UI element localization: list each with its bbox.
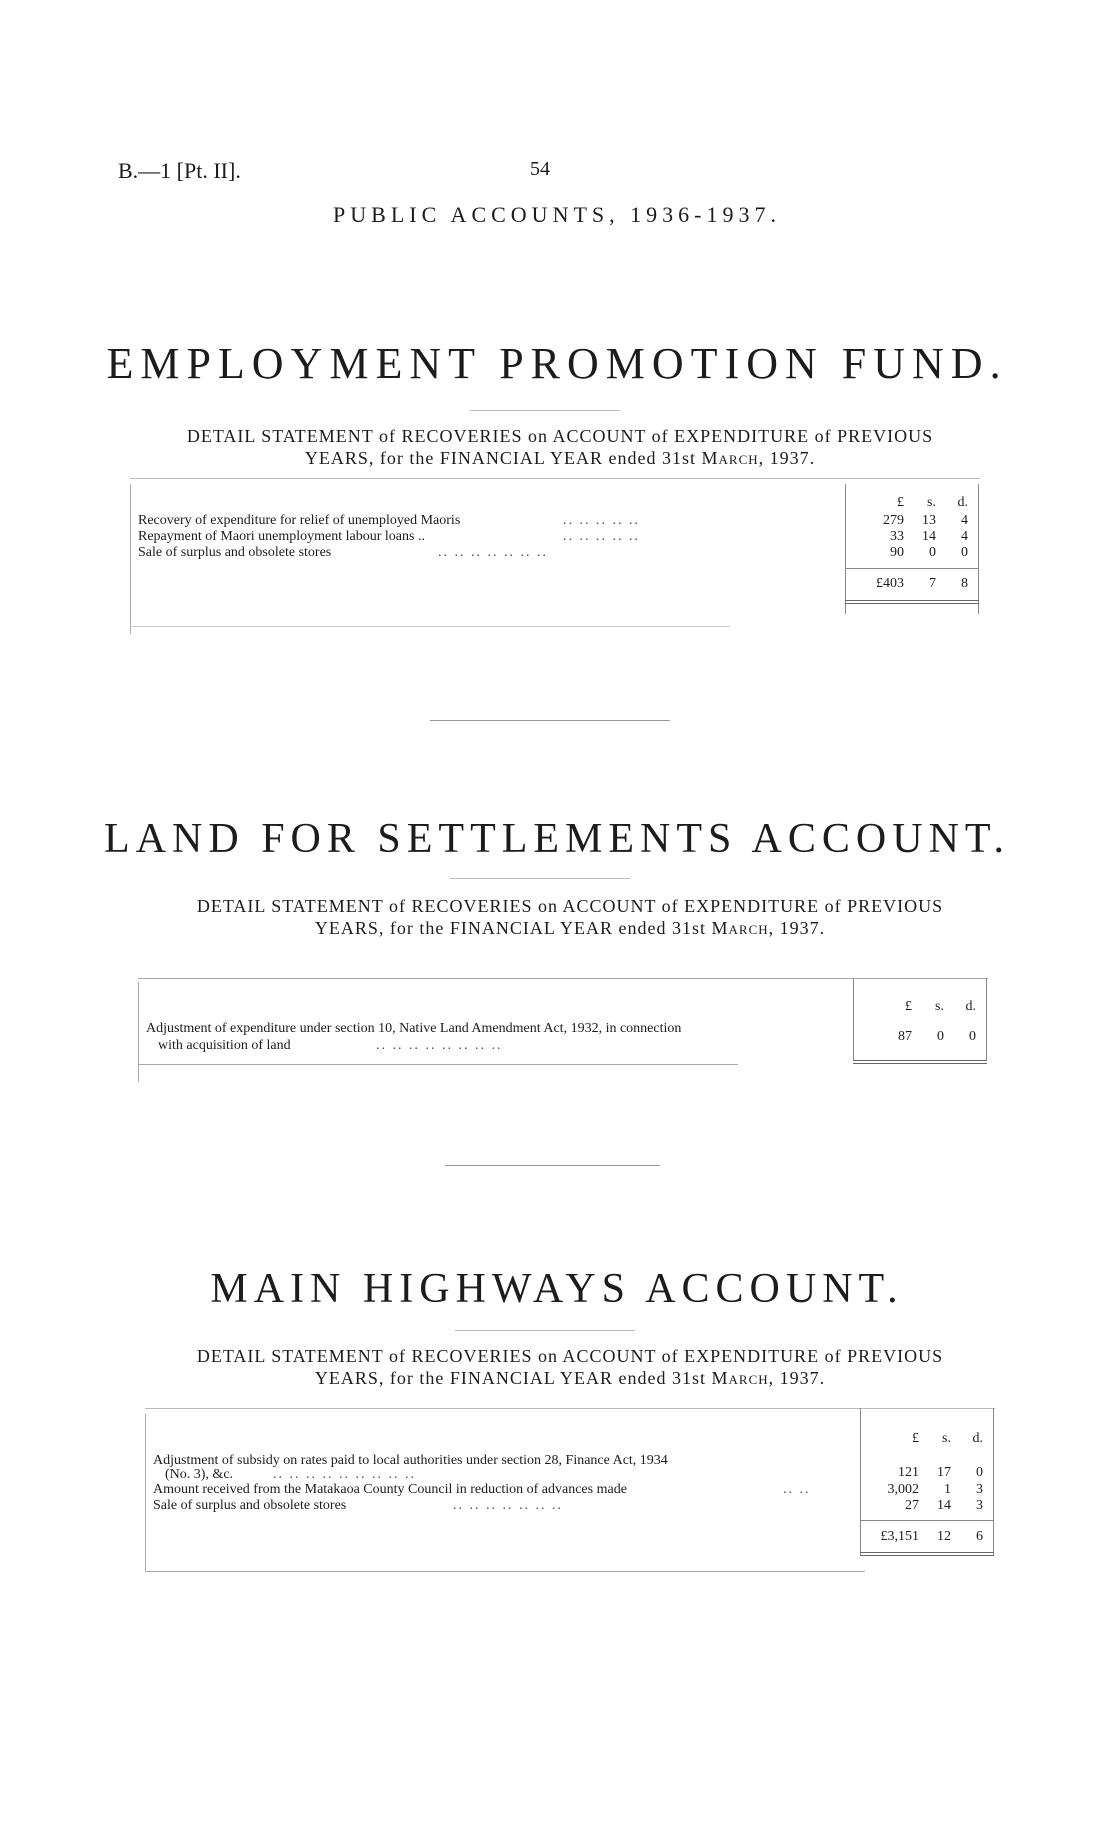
row-description: Adjustment of expenditure under section 10, Native Land Amendment Act, 1932, in connection: [146, 1021, 682, 1036]
total-double-rule: [845, 600, 979, 604]
table-top-rule: [130, 478, 980, 479]
row-shillings: 0: [929, 545, 936, 560]
page-number: 54: [530, 158, 550, 180]
section-subtitle: [140, 1345, 1000, 1389]
subtitle-line-2: [130, 447, 990, 469]
table-bottom-rule: [130, 626, 730, 627]
subtitle-prefix: YEARS, for the FINANCIAL YEAR ended 31st: [304, 448, 702, 468]
table-right-border: [986, 978, 987, 1060]
row-pounds: 27: [905, 1498, 919, 1513]
row-pounds: 121: [898, 1465, 919, 1480]
subtitle-prefix: YEARS, for the FINANCIAL YEAR ended 31st: [314, 1368, 712, 1388]
leader-dots: .. ..: [783, 1482, 811, 1497]
shillings-header: s.: [942, 1431, 951, 1446]
subtitle-month: March: [711, 1368, 769, 1388]
row-shillings: 1: [944, 1482, 951, 1497]
row-pence: 3: [976, 1498, 983, 1513]
row-shillings: 0: [937, 1029, 944, 1044]
row-description: Sale of surplus and obsolete stores: [153, 1498, 347, 1513]
subtitle-year: , 1937.: [768, 918, 826, 938]
leader-dots: .. .. .. .. .. .. ..: [438, 545, 548, 560]
table-right-border: [993, 1408, 994, 1556]
row-pounds: 279: [883, 513, 904, 528]
row-shillings: 17: [937, 1465, 951, 1480]
table-bottom-rule: [138, 1064, 738, 1065]
table-row: [153, 1497, 993, 1514]
row-pence: 0: [961, 545, 968, 560]
section-divider: [430, 720, 670, 721]
leader-dots: .. .. .. .. .. .. .. .. ..: [273, 1467, 416, 1482]
row-pounds: 33: [890, 529, 904, 544]
shillings-header: s.: [935, 999, 944, 1014]
subtitle-line-2: [140, 1367, 1000, 1389]
table-top-rule: [138, 978, 988, 979]
title-underline: [470, 410, 620, 411]
pence-header: d.: [972, 1431, 983, 1446]
table-row: [153, 1481, 993, 1498]
subtitle-month: March: [701, 448, 759, 468]
leader-dots: .. .. .. .. .. .. .. ..: [376, 1038, 503, 1053]
leader-dots: .. .. .. .. .. .. ..: [453, 1498, 563, 1513]
title-underline: [450, 878, 630, 879]
row-description: Amount received from the Matakaoa County Council in reduction of advances made: [153, 1482, 627, 1497]
land-settlements-recoveries-table: [138, 978, 988, 1088]
leader-dots: .. .. .. .. ..: [563, 513, 640, 528]
pounds-header: £: [897, 495, 904, 510]
section-title-main-highways: MAIN HIGHWAYS ACCOUNT.: [210, 1266, 904, 1312]
subtitle-line-1: DETAIL STATEMENT of RECOVERIES on ACCOUNT of EXPENDITURE of PREVIOUS: [186, 426, 934, 446]
row-pounds: 87: [898, 1029, 912, 1044]
table-row: [138, 544, 978, 561]
subtitle-year: , 1937.: [768, 1368, 826, 1388]
amount-double-rule: [853, 1060, 987, 1064]
total-pence: 8: [961, 576, 968, 591]
table-left-border: [145, 1414, 146, 1572]
leader-dots: .. .. .. .. ..: [563, 529, 640, 544]
shillings-header: s.: [927, 495, 936, 510]
table-row: [138, 528, 978, 545]
row-description: Recovery of expenditure for relief of unemployed Maoris: [138, 513, 461, 528]
row-pence: 4: [961, 529, 968, 544]
employment-recoveries-table: [130, 478, 980, 638]
subtitle-line-2: [140, 917, 1000, 939]
row-pence: 0: [976, 1465, 983, 1480]
column-headers: [860, 998, 980, 1015]
total-pence: 6: [976, 1529, 983, 1544]
row-shillings: 14: [922, 529, 936, 544]
table-row: [146, 1020, 986, 1054]
row-shillings: 14: [937, 1498, 951, 1513]
total-row: [867, 1528, 987, 1545]
running-head: PUBLIC ACCOUNTS, 1936-1937.: [333, 202, 781, 227]
subtitle-line-1: DETAIL STATEMENT of RECOVERIES on ACCOUNT of EXPENDITURE of PREVIOUS: [196, 896, 944, 916]
row-description: Repayment of Maori unemployment labour loans ..: [138, 529, 425, 544]
pounds-header: £: [905, 999, 912, 1014]
row-pence: 0: [969, 1029, 976, 1044]
row-description: Adjustment of subsidy on rates paid to local authorities under section 28, Finance Act, 1934: [153, 1453, 668, 1468]
section-divider: [445, 1165, 660, 1166]
table-top-rule: [145, 1408, 995, 1409]
subtitle-prefix: YEARS, for the FINANCIAL YEAR ended 31st: [314, 918, 712, 938]
pounds-header: £: [912, 1431, 919, 1446]
row-description-continued: with acquisition of land: [158, 1038, 291, 1053]
document-reference: B.—1 [Pt. II].: [118, 158, 241, 183]
row-description: Sale of surplus and obsolete stores: [138, 545, 332, 560]
pence-header: d.: [957, 495, 968, 510]
row-description-continued: (No. 3), &c.: [165, 1467, 234, 1482]
row-pence: 4: [961, 513, 968, 528]
subtitle-line-1: DETAIL STATEMENT of RECOVERIES on ACCOUNT of EXPENDITURE of PREVIOUS: [196, 1346, 944, 1366]
section-subtitle: [140, 895, 1000, 939]
total-shillings: 7: [929, 576, 936, 591]
row-pounds: 90: [890, 545, 904, 560]
title-underline: [455, 1330, 635, 1331]
total-double-rule: [860, 1552, 994, 1556]
column-headers: [852, 494, 972, 511]
total-rule: [860, 1520, 994, 1521]
row-pence: 3: [976, 1482, 983, 1497]
total-shillings: 12: [937, 1529, 951, 1544]
column-headers: [867, 1430, 987, 1447]
table-bottom-rule: [145, 1571, 865, 1572]
subtitle-month: March: [711, 918, 769, 938]
row-shillings: 13: [922, 513, 936, 528]
total-pounds: £403: [876, 576, 904, 591]
total-pounds: £3,151: [880, 1529, 919, 1544]
subtitle-year: , 1937.: [758, 448, 816, 468]
table-left-border: [138, 982, 139, 1082]
section-title-land-for-settlements: LAND FOR SETTLEMENTS ACCOUNT.: [104, 816, 1010, 862]
pence-header: d.: [965, 999, 976, 1014]
table-row: [138, 512, 978, 529]
total-rule: [845, 568, 979, 569]
table-left-border: [130, 484, 131, 634]
section-title-employment-promotion-fund: EMPLOYMENT PROMOTION FUND.: [106, 339, 1008, 388]
section-subtitle: [130, 425, 990, 469]
main-highways-recoveries-table: [145, 1408, 995, 1578]
row-pounds: 3,002: [887, 1482, 919, 1497]
table-right-border: [978, 484, 979, 614]
total-row: [852, 575, 972, 592]
